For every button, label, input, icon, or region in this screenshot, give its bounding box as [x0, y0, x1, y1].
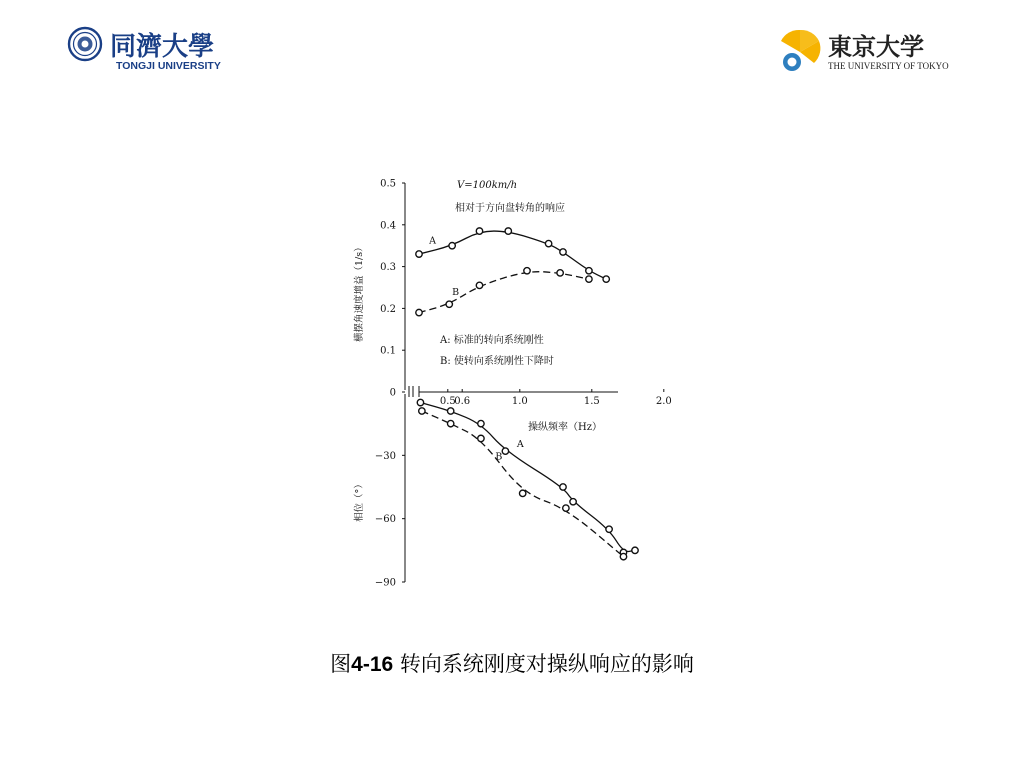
gain-line-b [419, 272, 589, 313]
phase-point-a [417, 399, 423, 405]
tongji-seal-icon [69, 28, 101, 60]
tongji-university-logo [66, 26, 256, 72]
tongji-english-name: TONGJI UNIVERSITY [116, 60, 221, 72]
x-tick-label: 1.0 [511, 396, 528, 407]
phase-point-a [560, 484, 566, 490]
gain-point-a [603, 276, 609, 282]
phase-point-a [478, 420, 484, 426]
tick-labels [375, 179, 672, 589]
chart-subtitle: 相对于方向盘转角的响应 [455, 203, 565, 214]
gain-tick-label: 0.4 [380, 220, 396, 232]
tokyo-chinese-name: 東京大学 [828, 33, 924, 61]
figure-caption [0, 648, 1024, 678]
phase-tick-label: −90 [374, 577, 396, 589]
gain-point-a [505, 228, 511, 234]
phase-series-label-b: B [495, 451, 503, 463]
x-axis-label: 操纵频率（Hz） [528, 422, 602, 433]
gain-point-a [545, 240, 551, 246]
legend-entry-b: B: 使转向系统刚性下降时 [440, 356, 554, 367]
gain-tick-label: 0 [389, 387, 396, 399]
gain-point-a [560, 249, 566, 255]
gain-y-axis-label: 横摆角速度增益（1/s） [354, 242, 365, 342]
phase-point-b [519, 490, 525, 496]
ginkgo-leaf-icon [781, 30, 820, 71]
gain-point-a [476, 228, 482, 234]
phase-y-axis-label: 相位（°） [354, 479, 365, 522]
gain-point-b [446, 301, 452, 307]
gain-point-a [586, 268, 592, 274]
gain-tick-label: 0.2 [380, 303, 396, 315]
gain-point-b [557, 270, 563, 276]
x-tick-label: 0.6 [454, 396, 471, 407]
gain-point-b [416, 309, 422, 315]
gain-point-b [586, 276, 592, 282]
gain-point-b [476, 282, 482, 288]
phase-point-a [447, 408, 453, 414]
gain-series-label-b: B [452, 287, 460, 299]
x-tick-label: 0.5 [439, 396, 456, 407]
x-tick-label: 1.5 [583, 396, 600, 407]
phase-tick-label: −60 [374, 514, 396, 526]
phase-tick-label: −30 [374, 450, 396, 462]
phase-point-b [620, 553, 626, 559]
tokyo-english-name: THE UNIVERSITY OF TOKYO [828, 61, 949, 71]
chart-axes [405, 183, 618, 582]
chart-title: V=100km/h [457, 180, 518, 191]
tongji-chinese-name: 同濟大學 [110, 32, 215, 62]
phase-series-label-a: A [516, 438, 524, 450]
phase-point-a [502, 448, 508, 454]
gain-series-label-a: A [429, 235, 436, 247]
gain-point-a [449, 243, 455, 249]
plot-series [416, 228, 638, 560]
phase-point-b [478, 435, 484, 441]
x-tick-label: 2.0 [655, 396, 672, 407]
gain-tick-label: 0.3 [380, 262, 396, 274]
phase-point-b [563, 505, 569, 511]
caption-number: 4-16 [351, 653, 394, 676]
caption-text: 转向系统刚度对操纵响应的影响 [393, 652, 694, 676]
caption-prefix: 图 [330, 652, 352, 676]
gain-tick-label: 0.5 [380, 178, 396, 190]
phase-point-b [419, 408, 425, 414]
gain-tick-label: 0.1 [380, 345, 396, 357]
phase-point-a [632, 547, 638, 553]
tokyo-university-logo [778, 26, 958, 76]
gain-point-a [416, 251, 422, 257]
axis-break-marks [409, 386, 419, 397]
gain-line-a [419, 231, 606, 279]
steering-response-chart [330, 160, 672, 600]
legend-entry-a: A: 标准的转向系统刚性 [440, 335, 544, 346]
gain-point-b [524, 268, 530, 274]
phase-point-b [447, 420, 453, 426]
phase-point-a [606, 526, 612, 532]
phase-point-a [570, 499, 576, 505]
